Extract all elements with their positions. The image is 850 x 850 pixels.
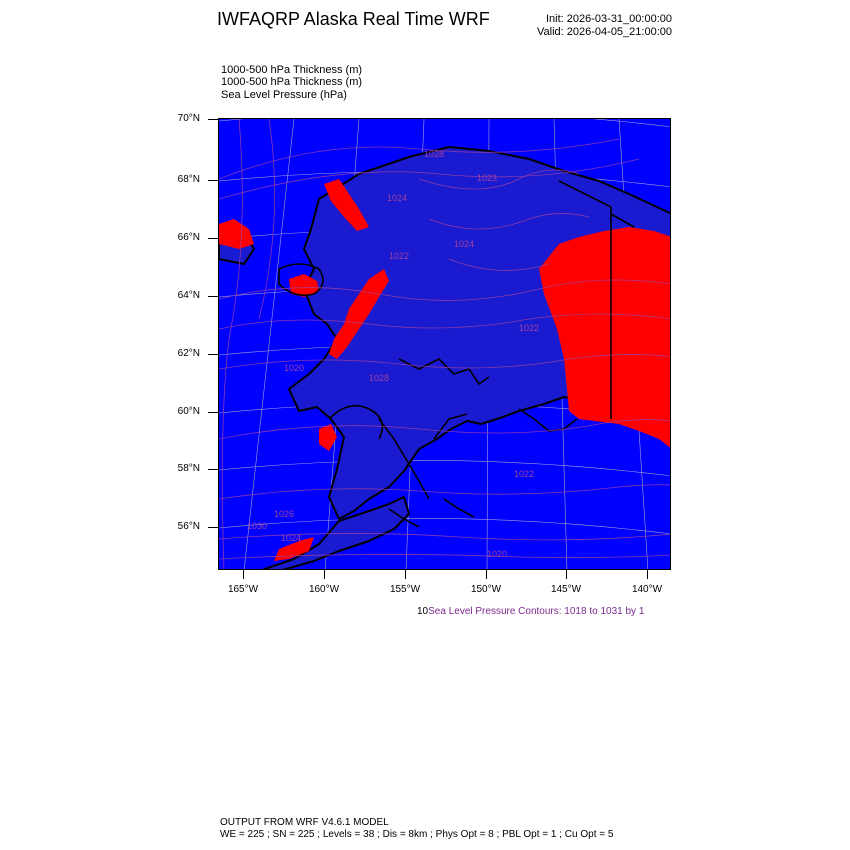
lat-label-56: 56°N — [177, 521, 200, 532]
contour-label: 1030 — [247, 521, 268, 531]
lat-label-70: 70°N — [177, 113, 200, 124]
lon-label-155w: 155°W — [389, 584, 421, 595]
lat-label-64: 64°N — [177, 290, 200, 301]
lon-label-150w: 150°W — [470, 584, 502, 595]
footer-config: WE = 225 ; SN = 225 ; Levels = 38 ; Dis = 8km ; Phys Opt = 8 ; PBL Opt = 1 ; Cu Opt = 5 — [220, 829, 614, 840]
lat-tick — [208, 527, 218, 528]
lon-tick — [243, 570, 244, 579]
lat-tick — [208, 119, 218, 120]
contour-label: 1023 — [477, 173, 498, 183]
footer — [220, 817, 613, 841]
lat-tick — [208, 296, 218, 297]
contour-info-text: Sea Level Pressure Contours: 1018 to 1031 by 1 — [428, 606, 645, 617]
lat-label-58: 58°N — [177, 463, 200, 474]
lat-label-66: 66°N — [177, 232, 200, 243]
lat-tick — [208, 412, 218, 413]
contour-label: 1028 — [369, 373, 390, 383]
lon-tick — [486, 570, 487, 579]
lon-tick — [405, 570, 406, 579]
init-time: Init: 2026-03-31_00:00:00 — [546, 13, 672, 25]
map-canvas — [219, 119, 671, 570]
lat-tick — [208, 238, 218, 239]
lon-label-140w: 140°W — [631, 584, 663, 595]
legend-thickness-2: 1000-500 hPa Thickness (m) — [221, 76, 363, 88]
lon-label-160w: 160°W — [308, 584, 340, 595]
contour-label: 1020 — [487, 549, 508, 559]
lat-tick — [208, 469, 218, 470]
contour-label: 1022 — [389, 251, 410, 261]
lon-tick — [647, 570, 648, 579]
contour-label: 1024 — [454, 239, 475, 249]
footer-model: OUTPUT FROM WRF V4.6.1 MODEL — [220, 817, 389, 828]
contour-label: 1024 — [281, 533, 302, 543]
lon-tick — [324, 570, 325, 579]
valid-time: Valid: 2026-04-05_21:00:00 — [537, 26, 672, 38]
lat-tick — [208, 180, 218, 181]
legend-thickness-1: 1000-500 hPa Thickness (m) — [221, 64, 363, 76]
lat-label-68: 68°N — [177, 174, 200, 185]
contour-label: 1022 — [514, 469, 535, 479]
contour-info-lead: 10 — [417, 606, 429, 617]
lon-tick — [566, 570, 567, 579]
contour-label: 1028 — [424, 149, 445, 159]
lat-label-60: 60°N — [177, 406, 200, 417]
contour-label: 1024 — [387, 193, 408, 203]
contour-label: 1020 — [284, 363, 305, 373]
contour-label: 1022 — [519, 323, 540, 333]
legend-slp: Sea Level Pressure (hPa) — [221, 89, 347, 101]
map-plot — [218, 118, 671, 570]
contour-label: 1026 — [274, 509, 295, 519]
contour-info — [417, 606, 670, 617]
run-times — [537, 13, 672, 39]
lon-label-145w: 145°W — [550, 584, 582, 595]
map-title: IWFAQRP Alaska Real Time WRF — [217, 9, 490, 29]
lon-label-165w: 165°W — [227, 584, 259, 595]
lat-tick — [208, 354, 218, 355]
lat-label-62: 62°N — [177, 348, 200, 359]
